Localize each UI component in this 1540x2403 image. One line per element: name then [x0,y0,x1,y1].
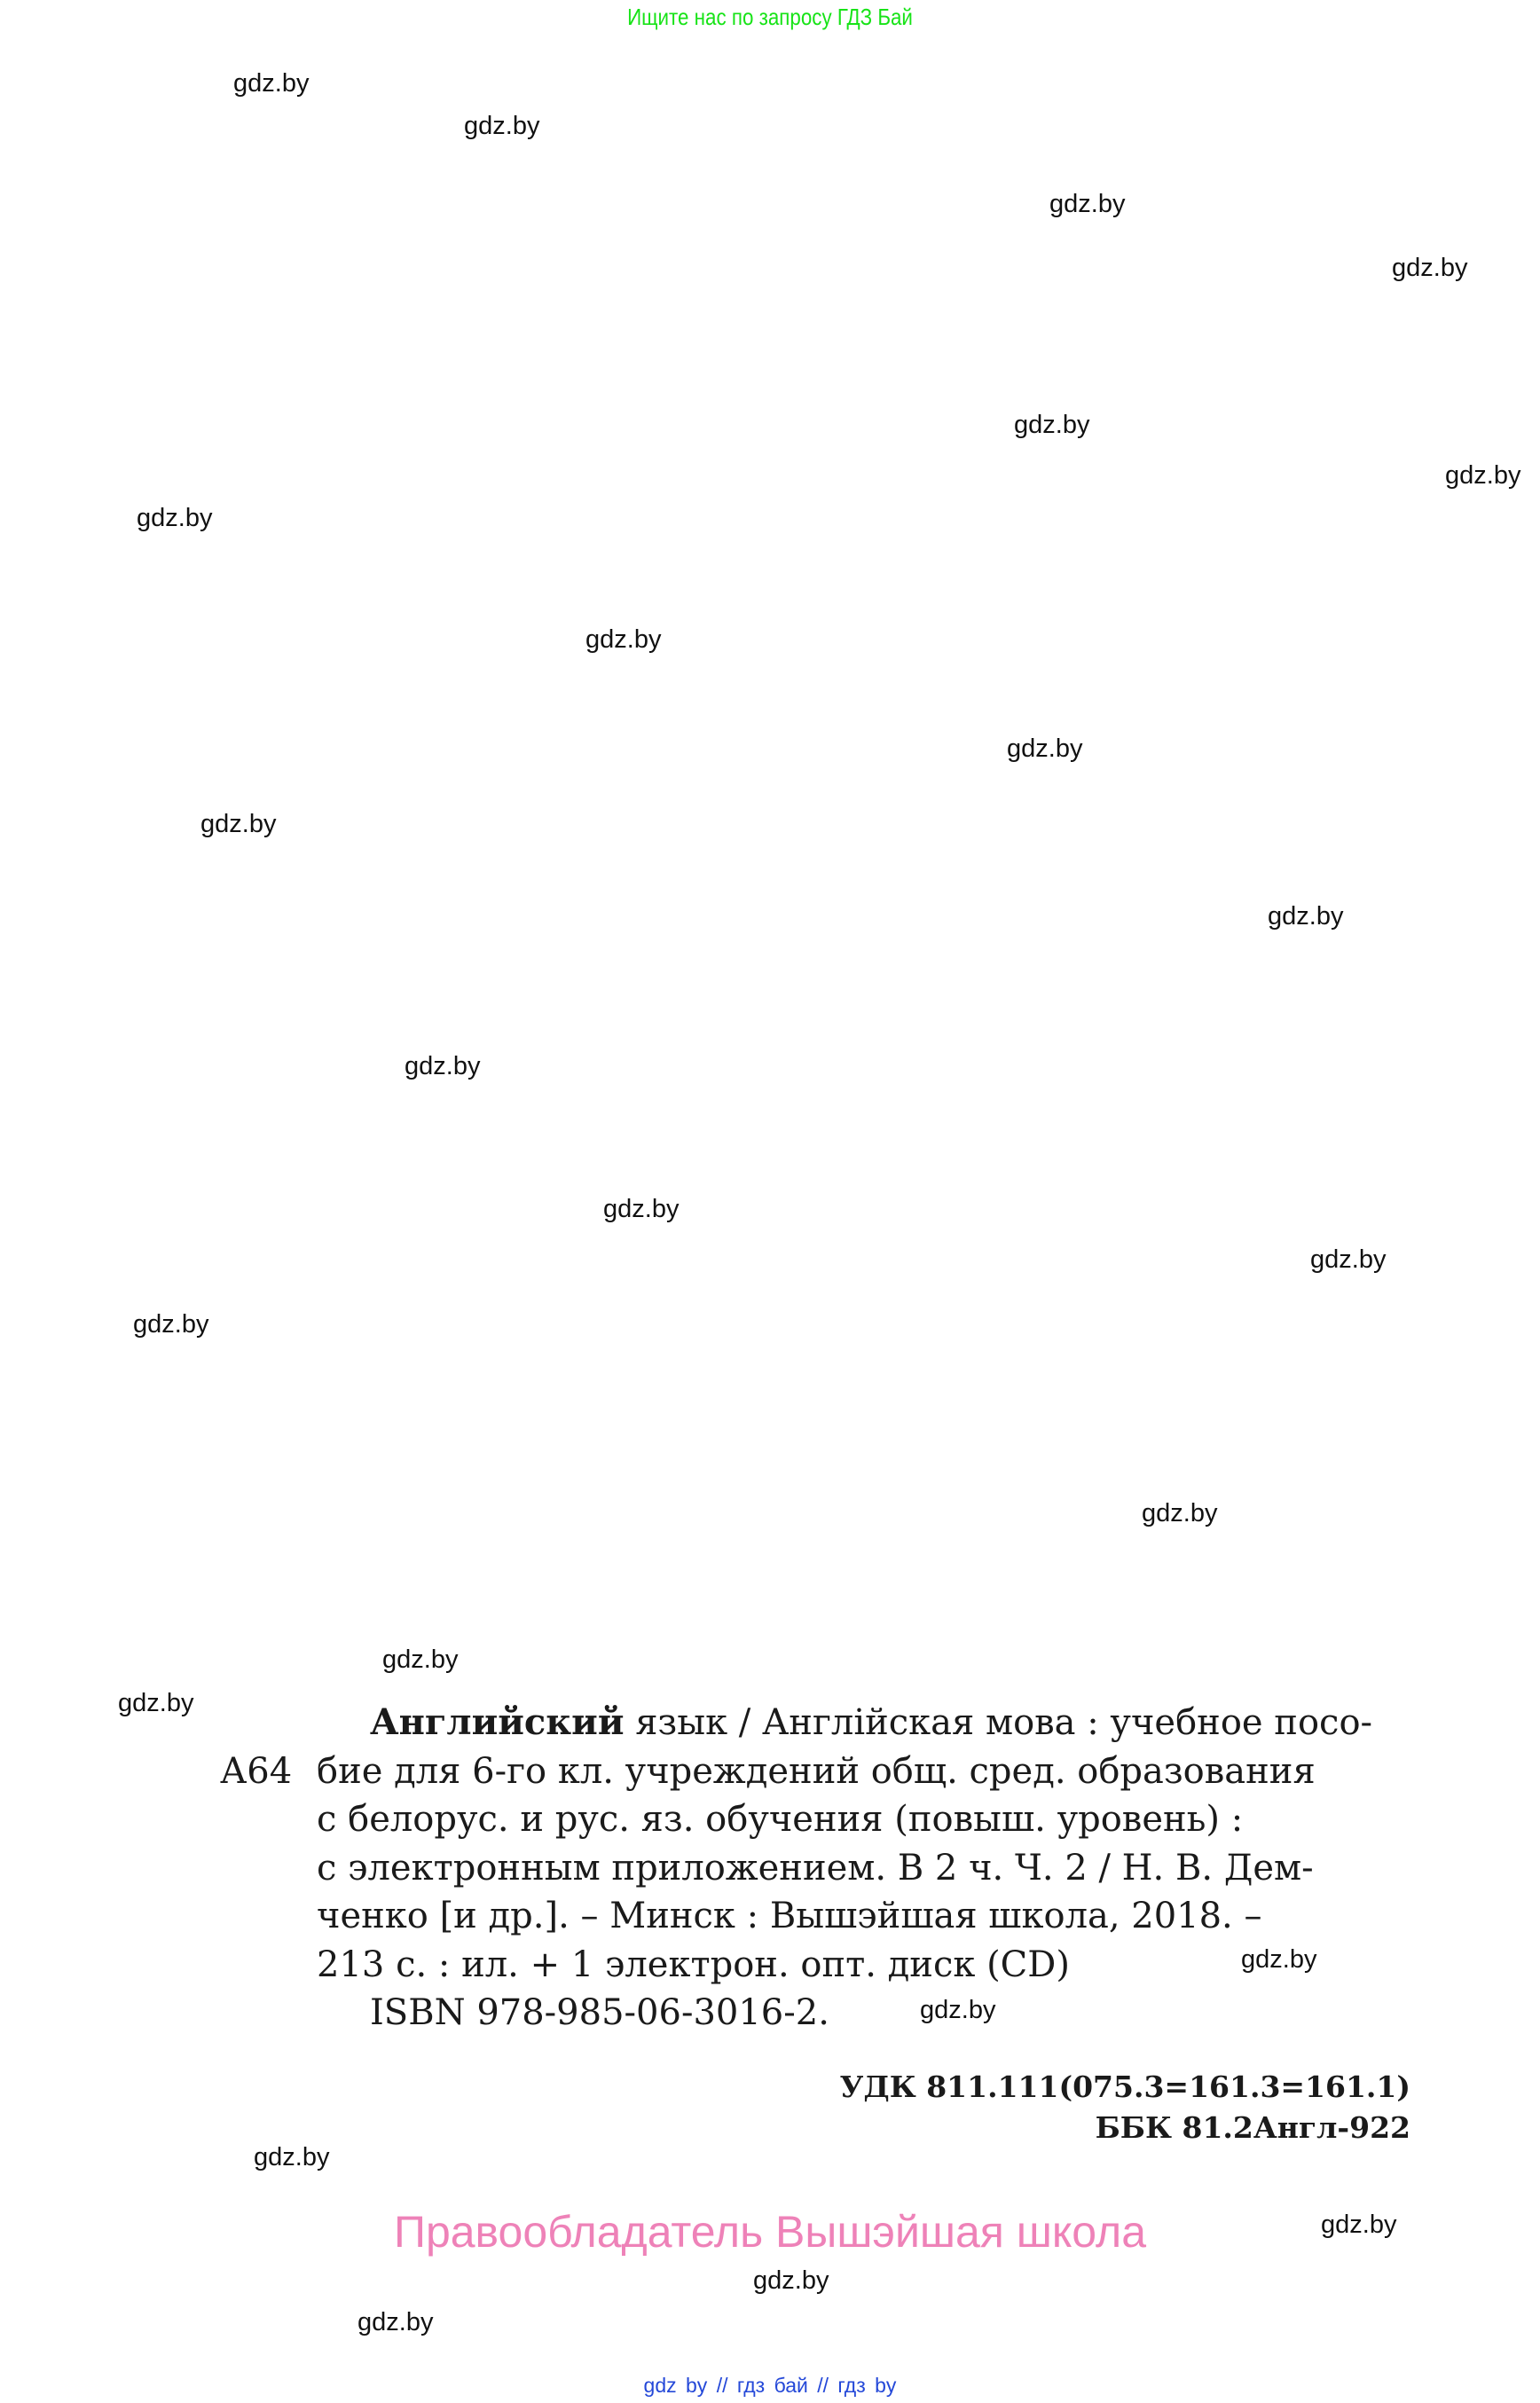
biblio-isbn-line [220,1989,1413,2038]
biblio-line-3 [220,1795,1413,1844]
watermark-text: gdz.by [1310,1245,1387,1274]
watermark-text: gdz.by [358,2308,434,2336]
biblio-line-6-text: 213 с. : ил. + 1 электрон. опт. диск (CD) [317,1944,1070,1985]
biblio-line-2-text: бие для 6-го кл. учреждений общ. сред. образования [317,1750,1316,1792]
watermark-text: gdz.by [118,1689,194,1717]
footer-links[interactable]: gdz by // гдз бай // гдз by [643,2374,897,2397]
book-title-bold: Английский [370,1701,625,1743]
biblio-line-3-text: с белорус. и рус. яз. обучения (повыш. уровень) : [317,1799,1244,1840]
classification-code: А64 [220,1750,293,1792]
watermark-text: gdz.by [1445,461,1521,490]
watermark-text: gdz.by [1392,254,1468,282]
watermark-text: gdz.by [1007,734,1083,763]
watermark-text: gdz.by [200,810,277,838]
bbk-code: ББК 81.2Англ-922 [1095,2110,1410,2145]
watermark-text: gdz.by [1049,190,1126,218]
top-banner: Ищите нас по запросу ГДЗ Бай [627,4,913,30]
biblio-line-5 [220,1892,1413,1941]
biblio-line-2 [220,1747,1413,1796]
watermark-text: gdz.by [585,625,662,654]
watermark-text: gdz.by [920,1996,996,2024]
watermark-text: gdz.by [753,2266,829,2295]
watermark-text: gdz.by [233,69,310,98]
watermark-text: gdz.by [1241,1945,1317,1974]
biblio-line-4 [220,1844,1413,1893]
watermark-text: gdz.by [1014,411,1090,439]
biblio-line-4-text: с электронным приложением. В 2 ч. Ч. 2 / Н. В. Дем- [317,1847,1314,1889]
watermark-text: gdz.by [1142,1499,1218,1527]
udk-code: УДК 811.111(075.3=161.3=161.1) [839,2069,1410,2104]
watermark-text: gdz.by [254,2143,330,2171]
classification-codes [840,2067,1410,2148]
biblio-line-6 [220,1941,1413,1990]
biblio-line-1 [220,1699,1413,1747]
watermark-text: gdz.by [603,1195,680,1223]
bibliographic-record [220,1699,1413,2038]
watermark-text: gdz.by [1321,2211,1397,2239]
watermark-text: gdz.by [1268,902,1344,931]
watermark-text: gdz.by [137,504,213,532]
watermark-text: gdz.by [464,112,540,140]
isbn-text: ISBN 978-985-06-3016-2. [370,1992,829,2033]
copyright-holder: Правообладатель Вышэйшая школа [394,2207,1146,2257]
biblio-line-5-text: ченко [и др.]. – Минск : Вышэйшая школа, 2018. – [317,1896,1262,1936]
watermark-text: gdz.by [382,1645,459,1674]
watermark-text: gdz.by [405,1052,481,1080]
biblio-line-1-text: язык / Англійская мова : учебное посо- [624,1702,1373,1743]
watermark-text: gdz.by [133,1310,209,1339]
